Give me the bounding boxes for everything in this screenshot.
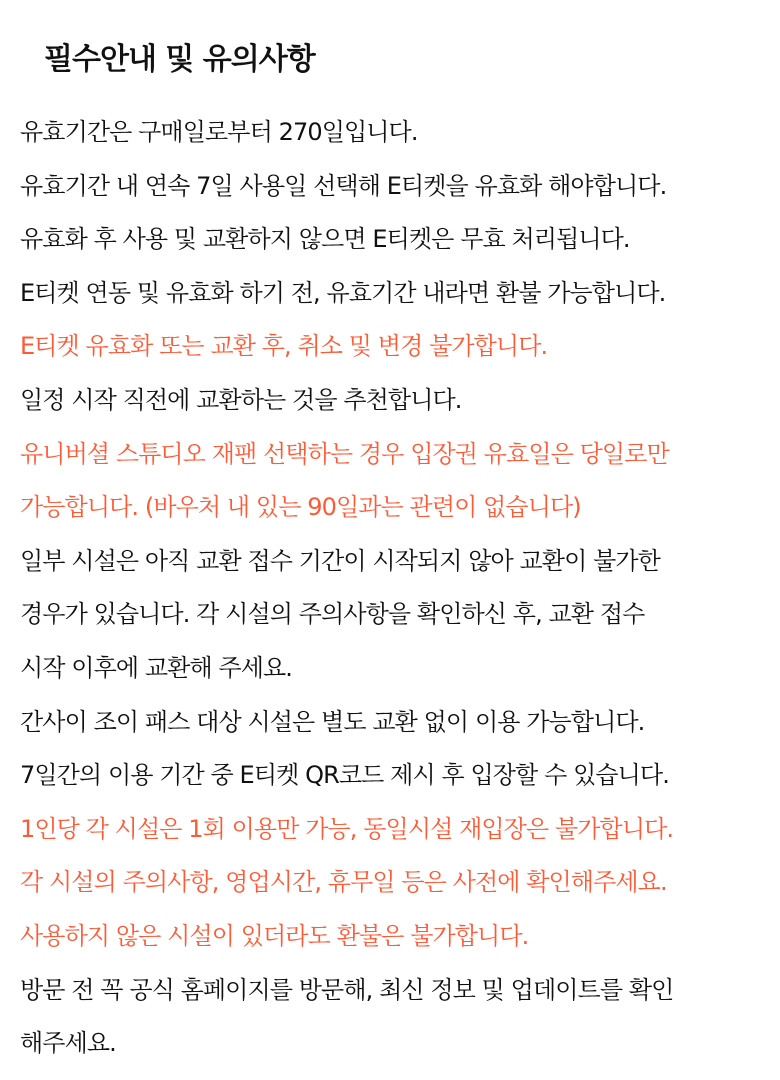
- page-title: 필수안내 및 유의사항: [44, 42, 315, 77]
- notice-line: 1인당 각 시설은 1회 이용만 가능, 동일시설 재입장은 불가합니다.: [20, 814, 674, 843]
- notice-line: 유효화 후 사용 및 교환하지 않으면 E티켓은 무효 처리됩니다.: [20, 225, 630, 254]
- notice-line: 가능합니다. (바우처 내 있는 90일과는 관련이 없습니다): [20, 493, 581, 522]
- notice-line: 유니버셜 스튜디오 재팬 선택하는 경우 입장권 유효일은 당일로만: [20, 439, 669, 468]
- notice-line: 시작 이후에 교환해 주세요.: [20, 653, 293, 682]
- notice-list: [20, 106, 770, 1071]
- notice-line: E티켓 유효화 또는 교환 후, 취소 및 변경 불가합니다.: [20, 332, 548, 361]
- notice-line: 유효기간은 구매일로부터 270일입니다.: [20, 118, 418, 146]
- notice-line: 경우가 있습니다. 각 시설의 주의사항을 확인하신 후, 교환 접수: [20, 600, 645, 629]
- notice-line: 각 시설의 주의사항, 영업시간, 휴무일 등은 사전에 확인해주세요.: [20, 868, 667, 897]
- notice-line: 7일간의 이용 기간 중 E티켓 QR코드 제시 후 입장할 수 있습니다.: [20, 761, 669, 790]
- notice-line: 간사이 조이 패스 대상 시설은 별도 교환 없이 이용 가능합니다.: [20, 707, 645, 736]
- notice-line: 방문 전 꼭 공식 홈페이지를 방문해, 최신 정보 및 업데이트를 확인: [20, 975, 674, 1004]
- notice-line: 일정 시작 직전에 교환하는 것을 추천합니다.: [20, 385, 462, 414]
- notice-line: 사용하지 않은 시설이 있더라도 환불은 불가합니다.: [20, 921, 529, 950]
- notice-line: 일부 시설은 아직 교환 접수 기간이 시작되지 않아 교환이 불가한: [20, 546, 660, 575]
- notice-line: 유효기간 내 연속 7일 사용일 선택해 E티켓을 유효화 해야합니다.: [20, 171, 667, 200]
- notice-line: E티켓 연동 및 유효화 하기 전, 유효기간 내라면 환불 가능합니다.: [20, 278, 666, 307]
- notice-line: 해주세요.: [20, 1029, 116, 1058]
